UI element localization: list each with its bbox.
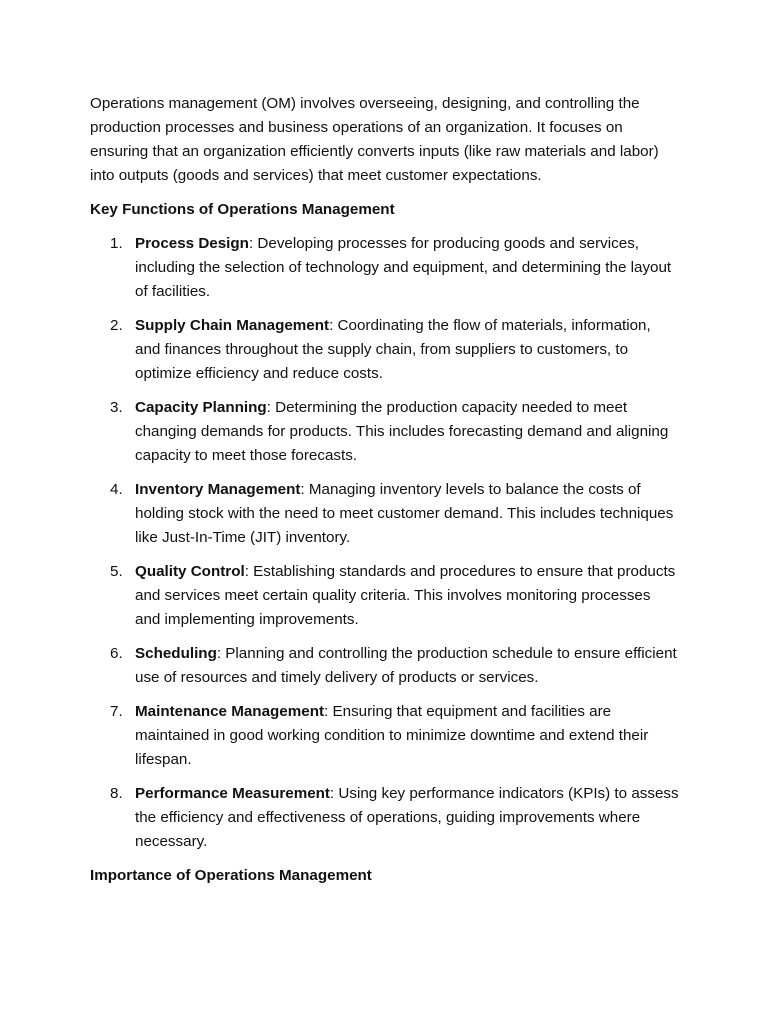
list-item-number: 2. [110,317,123,334]
list-item [90,232,680,304]
list-item-term: Maintenance Management [135,703,325,720]
importance-heading: Importance of Operations Management [90,867,372,884]
list-item-number: 4. [110,481,123,498]
document-page [90,92,680,898]
list-item [90,396,680,468]
list-item-description: : Developing processes for producing goods and services, including the selection of technology and equipment, and determining the layout of facilities. [135,235,672,300]
list-item-number: 3. [110,399,123,416]
intro-paragraph: Operations management (OM) involves overseeing, designing, and controlling the production processes and business operations of an organization. It focuses on ensuring that an organization efficiently converts inputs (like raw materials and labor) into outputs (goods and services) that meet customer expectations. [90,95,659,184]
list-item [90,314,680,386]
list-item-term: Capacity Planning [135,399,267,416]
list-item-number: 5. [110,563,123,580]
list-item-term: Supply Chain Management [135,317,330,334]
list-item-number: 1. [110,235,123,252]
list-item [90,560,680,632]
list-item-description: : Determining the production capacity needed to meet changing demands for products. This includes forecasting demand and aligning capacity to meet those forecasts. [135,399,669,464]
list-item-number: 8. [110,785,123,802]
list-item-description: : Managing inventory levels to balance the costs of holding stock with the need to meet customer demand. This includes techniques like Just-In-Time (JIT) inventory. [135,481,674,546]
key-functions-heading: Key Functions of Operations Management [90,201,395,218]
list-item-term: Process Design [135,235,249,252]
list-item-term: Quality Control [135,563,245,580]
list-item-description: : Establishing standards and procedures to ensure that products and services meet certain quality criteria. This involves monitoring processes and implementing improvements. [135,563,676,628]
list-item-number: 6. [110,645,123,662]
list-item [90,700,680,772]
list-item [90,478,680,550]
list-item [90,642,680,690]
list-item-description: : Planning and controlling the production schedule to ensure efficient use of resources and timely delivery of products or services. [135,645,677,686]
key-functions-list [90,232,680,854]
list-item-term: Performance Measurement [135,785,330,802]
list-item-description: : Ensuring that equipment and facilities are maintained in good working condition to minimize downtime and extend their lifespan. [135,703,649,768]
list-item-term: Inventory Management [135,481,301,498]
list-item-description: : Using key performance indicators (KPIs) to assess the efficiency and effectiveness of operations, guiding improvements where necessary. [135,785,679,850]
list-item-number: 7. [110,703,123,720]
list-item-term: Scheduling [135,645,217,662]
list-item-description: : Coordinating the flow of materials, information, and finances throughout the supply chain, from suppliers to customers, to optimize efficiency and reduce costs. [135,317,651,382]
list-item [90,782,680,854]
